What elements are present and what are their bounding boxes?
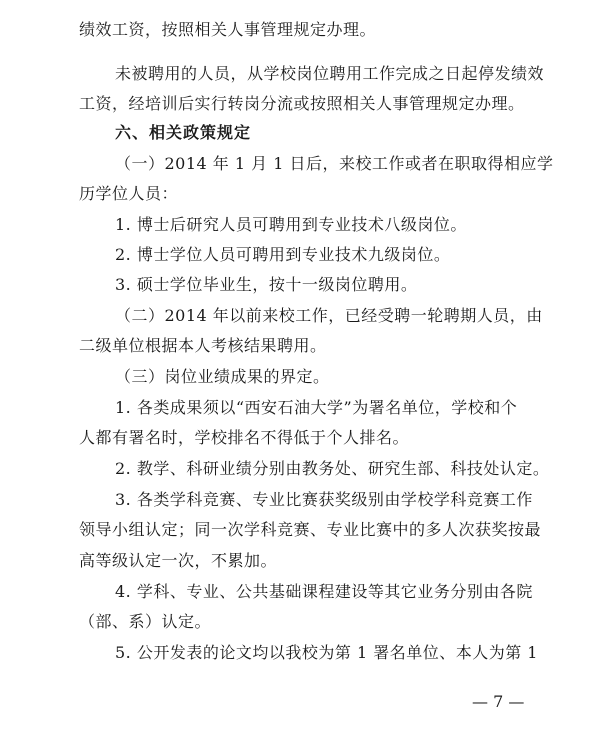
text-line-3: 工资，经培训后实行转岗分流或按照相关人事管理规定办理。: [79, 94, 525, 113]
page-number: — 7 —: [472, 692, 525, 711]
text-line-18: 高等级认定一次，不累加。: [79, 551, 278, 570]
text-line-16: 3. 各类学科竞赛、专业比赛获奖级别由学校学科竞赛工作: [115, 490, 533, 509]
text-line-2: 未被聘用的人员，从学校岗位聘用工作完成之日起停发绩效: [115, 64, 545, 83]
text-line-9: 3. 硕士学位毕业生，按十一级岗位聘用。: [115, 275, 418, 294]
text-line-8: 2. 博士学位人员可聘用到专业技术九级岗位。: [115, 245, 451, 264]
text-line-19: 4. 学科、专业、公共基础课程建设等其它业务分别由各院: [115, 582, 533, 601]
text-line-5: （一）2014 年 1 月 1 日后，来校工作或者在职取得相应学: [115, 154, 554, 173]
text-line-12: （三）岗位业绩成果的界定。: [115, 367, 330, 386]
text-line-17: 领导小组认定；同一次学科竞赛、专业比赛中的多人次获奖按最: [79, 520, 542, 539]
text-line-13: 1. 各类成果须以“西安石油大学”为署名单位，学校和个: [115, 398, 518, 417]
text-line-6: 历学位人员：: [79, 184, 179, 203]
text-line-10: （二）2014 年以前来校工作，已经受聘一轮聘期人员，由: [115, 306, 543, 325]
text-line-1: 绩效工资，按照相关人事管理规定办理。: [79, 20, 377, 39]
text-line-15: 2. 教学、科研业绩分别由教务处、研究生部、科技处认定。: [115, 459, 550, 478]
text-line-21: 5. 公开发表的论文均以我校为第 1 署名单位、本人为第 1: [115, 643, 538, 662]
text-line-20: （部、系）认定。: [79, 612, 212, 631]
text-line-7: 1. 博士后研究人员可聘用到专业技术八级岗位。: [115, 215, 467, 234]
text-line-14: 人都有署名时，学校排名不得低于个人排名。: [79, 428, 410, 447]
section-heading: 六、相关政策规定: [115, 123, 252, 142]
text-line-11: 二级单位根据本人考核结果聘用。: [79, 336, 327, 355]
